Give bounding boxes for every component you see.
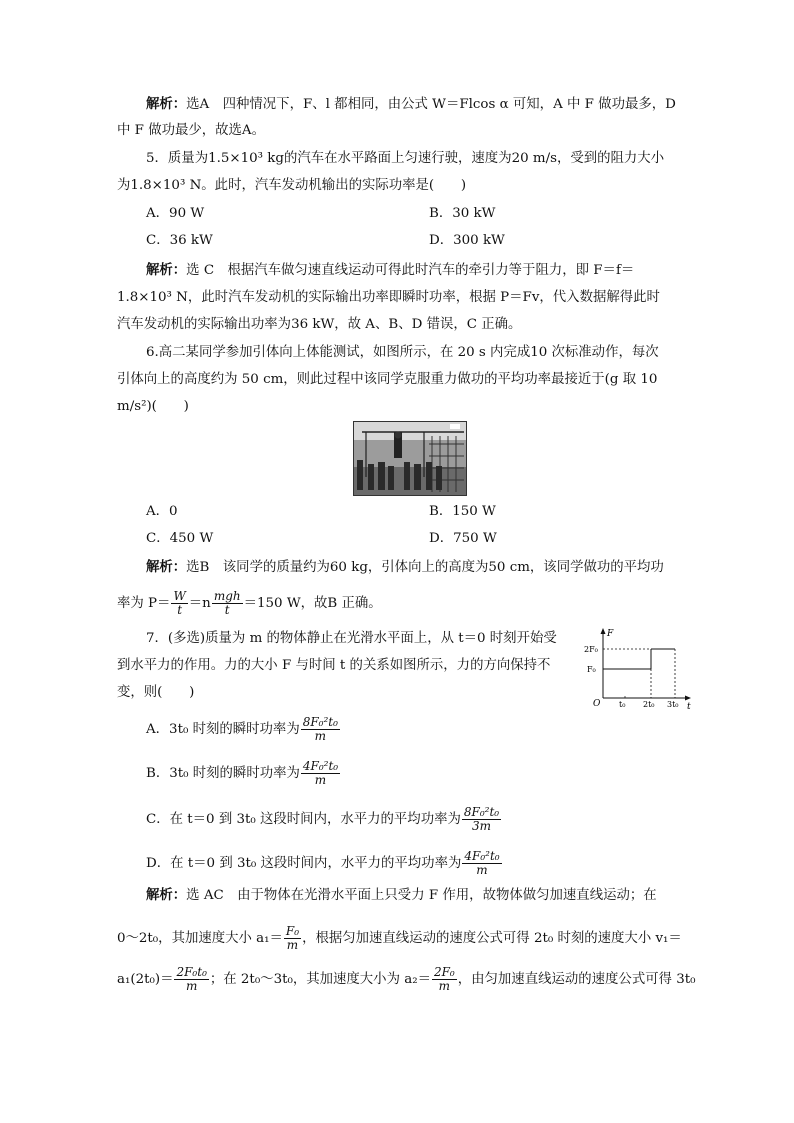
q6-option-c: C．450 W (146, 531, 214, 546)
q7-option-a: A．3t₀ 时刻的瞬时功率为 $\frac{\text{8F₀²t₀}}{m}$ (146, 715, 338, 743)
fraction: $\frac{\text{2F₀t₀}}{m}$ (176, 965, 207, 993)
analysis-label: 解析： (146, 262, 187, 278)
x-tick-2t0: 2t₀ (643, 700, 655, 709)
x-axis-label: t (687, 702, 691, 710)
q5-stem-line-1: 5．质量为1.5×10³ kg的汽车在水平路面上匀速行驶，速度为20 m/s，受到的阻力大小 (146, 151, 665, 166)
q5-option-a: A．90 W (146, 206, 205, 221)
q6-option-b: B．150 W (429, 504, 496, 519)
q7-option-c: C．在 t＝0 到 3t₀ 这段时间内，水平力的平均功率为 $\frac{\text{8F₀²t₀}}{3m}$ (146, 805, 500, 833)
y-axis-label: F (607, 629, 614, 639)
origin-label: O (593, 699, 601, 709)
q5-option-d: D．300 kW (429, 233, 505, 248)
q6-stem-line-1: 6.高二某同学参加引体向上体能测试，如图所示，在 20 s 内完成10 次标准动作，每次 (146, 345, 659, 360)
force-time-graph (583, 626, 693, 710)
y-axis-arrow (601, 628, 606, 634)
fraction: $\frac{\text{F₀}}{m}$ (285, 924, 300, 952)
y-tick-f0: F₀ (587, 665, 596, 674)
q5-option-b: B．30 kW (429, 206, 496, 221)
fraction: $\frac{\text{mgh}}{t}$ (213, 589, 241, 617)
fraction: $\frac{W}{t}$ (173, 589, 186, 617)
q5-analysis-line-2: 1.8×10³ N，此时汽车发动机的实际输出功率即瞬时功率，根据 P＝Fv，代入数据解得此时 (117, 290, 660, 305)
q5-option-c: C．36 kW (146, 233, 213, 248)
q7-option-d: D．在 t＝0 到 3t₀ 这段时间内，水平力的平均功率为 $\frac{\text{4F₀²t₀}}{m}$ (146, 849, 500, 877)
q6-stem-line-3: m/s²)( ) (117, 399, 189, 414)
x-tick-t0: t₀ (619, 700, 626, 709)
q6-analysis-line-1: 解析：选B 该同学的质量约为60 kg，引体向上的高度为50 cm，该同学做功的平均功 (146, 559, 664, 575)
q7-stem-line-2: 到水平力的作用。力的大小 F 与时间 t 的关系如图所示，力的方向保持不 (117, 658, 551, 673)
pull-up-photo (353, 421, 467, 496)
fraction: $\frac{\text{4F₀²t₀}}{m}$ (464, 849, 500, 877)
q7-option-b: B．3t₀ 时刻的瞬时功率为 $\frac{\text{4F₀²t₀}}{m}$ (146, 759, 339, 787)
q7-analysis-line-2: 0～2t₀，其加速度大小 a₁＝ $\frac{\text{F₀}}{m}$ ，根据匀加速直线运动的速度公式可得 2t₀ 时刻的速度大小 v₁＝ (117, 924, 682, 952)
analysis-label: 解析： (146, 887, 187, 903)
q6-option-a: A．0 (146, 504, 178, 519)
analysis-label: 解析： (146, 96, 187, 112)
fraction: $\frac{\text{4F₀²t₀}}{m}$ (302, 759, 339, 787)
analysis-label: 解析： (146, 559, 187, 575)
q5-analysis-line-3: 汽车发动机的实际输出功率为36 kW，故 A、B、D 错误，C 正确。 (117, 317, 522, 332)
q4-analysis-line-1: 解析：选A 四种情况下，F、l 都相同，由公式 W＝Flcos α 可知，A 中 F 做功最多，D (146, 96, 676, 112)
q7-analysis-line-3: a₁(2t₀)＝ $\frac{\text{2F₀t₀}}{m}$ ；在 2t₀～3t₀，其加速度大小为 a₂＝ $\frac{\text{2F₀}}{m}$ ，由匀加速直线运动的速度公式可得 3t₀ (117, 965, 696, 993)
q7-analysis-line-1: 解析：选 AC 由于物体在光滑水平面上只受力 F 作用，故物体做匀加速直线运动；在 (146, 887, 657, 903)
q5-stem-line-2: 为1.8×10³ N。此时，汽车发动机输出的实际功率是( ) (117, 178, 467, 193)
y-tick-2f0: 2F₀ (584, 645, 598, 654)
pull-up-photo-image (354, 422, 466, 495)
fraction: $\frac{\text{2F₀}}{m}$ (433, 965, 455, 993)
q7-stem-line-3: 变，则( ) (117, 685, 195, 700)
q6-option-d: D．750 W (429, 531, 497, 546)
fraction: $\frac{\text{8F₀²t₀}}{3m}$ (463, 805, 500, 833)
q5-analysis-line-1: 解析：选 C 根据汽车做匀速直线运动可得此时汽车的牵引力等于阻力，即 F＝f＝ (146, 262, 635, 278)
x-tick-3t0: 3t₀ (667, 700, 679, 709)
fraction: $\frac{\text{8F₀²t₀}}{m}$ (302, 715, 338, 743)
x-axis-arrow (685, 696, 691, 701)
q6-analysis-line-2: 率为 P＝ $\frac{W}{t}$ ＝n $\frac{\text{mgh}}{t}$ ＝150 W，故B 正确。 (117, 589, 382, 617)
q4-analysis-line-2: 中 F 做功最少，故选A。 (117, 123, 265, 138)
q6-stem-line-2: 引体向上的高度约为 50 cm，则此过程中该同学克服重力做功的平均功率最接近于(g 取 10 (117, 372, 658, 387)
q7-stem-line-1: 7．(多选)质量为 m 的物体静止在光滑水平面上，从 t＝0 时刻开始受 (146, 631, 557, 646)
